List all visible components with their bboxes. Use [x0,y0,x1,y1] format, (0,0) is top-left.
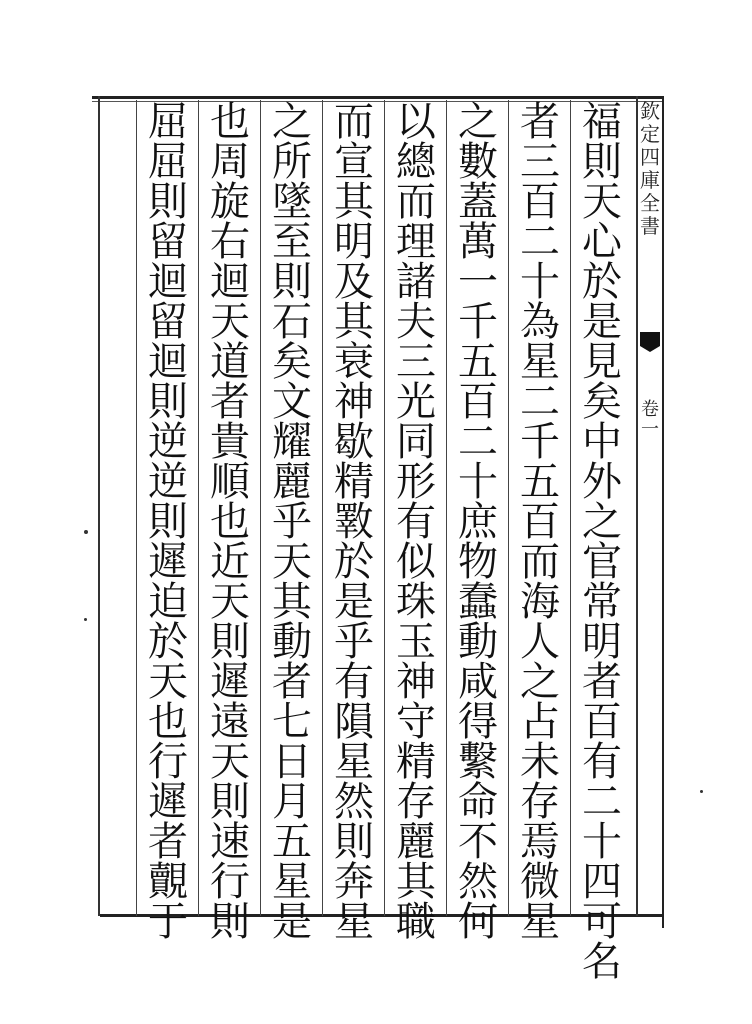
text-column: 之 所 墜 至 則 石 矣 文 耀 麗 乎 天 其 動 者 七 日 月 五 星 是 [272,99,312,945]
column-divider [446,100,447,916]
frame-right-rule [662,96,664,928]
column-divider [570,100,571,916]
text-column: 屈 屈 則 留 迴 留 迴 則 逆 逆 則 遲 迫 於 天 也 行 遲 者 覿 于 [148,99,188,945]
text-column: 而 宣 其 明 及 其 衰 神 歇 精 斁 於 是 乎 有 隕 星 然 則 奔 星 [334,99,374,945]
column-divider [384,100,385,916]
column-divider [322,100,323,916]
ink-speck [700,790,703,793]
ink-speck [84,530,88,534]
text-column: 福 則 天 心 於 是 見 矣 中 外 之 官 常 明 者 百 有 二 十 四 可 名 [582,99,622,985]
fishtail-mark-icon [640,332,660,352]
page-margin-spine [638,100,662,916]
text-column: 以 總 而 理 諸 夫 三 光 同 形 有 似 珠 玉 神 守 精 存 麗 其 職 [396,99,436,945]
column-divider [198,100,199,916]
text-column: 之 數 蓋 萬 一 千 五 百 二 十 庶 物 蠢 動 咸 得 繫 命 不 然 何 [458,99,498,945]
column-divider [508,100,509,916]
column-divider [136,100,137,916]
margin-volume-label: 卷 一 [641,399,659,440]
frame-left-rule [98,96,100,916]
ink-speck [84,618,87,621]
margin-book-title: 欽 定 四 庫 全 書 [640,99,660,238]
text-column: 也 周 旋 右 迴 天 道 者 貴 順 也 近 天 則 遲 遠 天 則 速 行 則 [210,99,250,945]
text-column: 者 三 百 二 十 為 星 二 千 五 百 而 海 人 之 占 未 存 焉 微 星 [520,99,560,945]
column-divider [260,100,261,916]
